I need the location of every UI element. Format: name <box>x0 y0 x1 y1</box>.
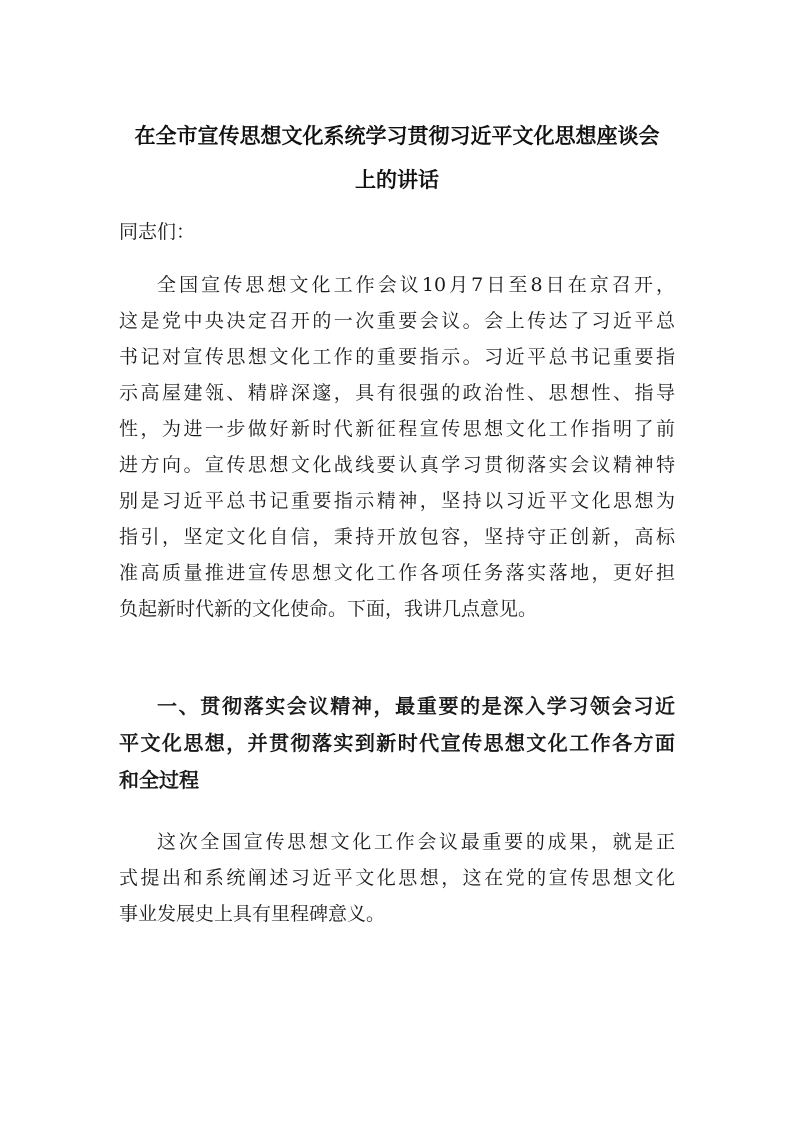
salutation: 同志们： <box>119 221 196 243</box>
paragraph-line: 这是党中央决定召开的一次重要会议。会上传达了习近平总 <box>119 310 675 332</box>
paragraph-line: 性，为进一步做好新时代新征程宣传思想文化工作指明了前 <box>119 418 675 440</box>
paragraph-line: 书记对宣传思想文化工作的重要指示。习近平总书记重要指 <box>119 346 675 368</box>
document-title-line-2: 上的讲话 <box>355 168 439 192</box>
heading-line: 平文化思想，并贯彻落实到新时代宣传思想文化工作各方面 <box>119 731 675 755</box>
paragraph-line: 指引，坚定文化自信，秉持开放包容，坚持守正创新，高标 <box>119 526 675 548</box>
paragraph-line: 这次全国宣传思想文化工作会议最重要的成果，就是正 <box>157 831 675 853</box>
paragraph-line: 准高质量推进宣传思想文化工作各项任务落实落地，更好担 <box>119 562 675 584</box>
heading-line: 和全过程 <box>119 768 199 792</box>
document-title-line-1: 在全市宣传思想文化系统学习贯彻习近平文化思想座谈会 <box>134 124 660 148</box>
heading-line: 一、贯彻落实会议精神，最重要的是深入学习领会习近 <box>157 694 675 718</box>
paragraph-line: 别是习近平总书记重要指示精神，坚持以习近平文化思想为 <box>119 490 675 512</box>
section-heading-1 <box>119 688 675 799</box>
paragraph-line: 示高屋建瓴、精辟深邃，具有很强的政治性、思想性、指导 <box>119 382 675 404</box>
paragraph-line: 事业发展史上具有里程碑意义。 <box>119 903 386 925</box>
paragraph-intro <box>119 267 675 627</box>
paragraph-line: 负起新时代新的文化使命。下面，我讲几点意见。 <box>119 598 538 620</box>
paragraph-line: 式提出和系统阐述习近平文化思想，这在党的宣传思想文化 <box>119 867 675 889</box>
paragraph-section-1 <box>119 824 675 932</box>
paragraph-line: 全国宣传思想文化工作会议10月7日至8日在京召开， <box>157 274 675 296</box>
paragraph-line: 进方向。宣传思想文化战线要认真学习贯彻落实会议精神特 <box>119 454 675 476</box>
